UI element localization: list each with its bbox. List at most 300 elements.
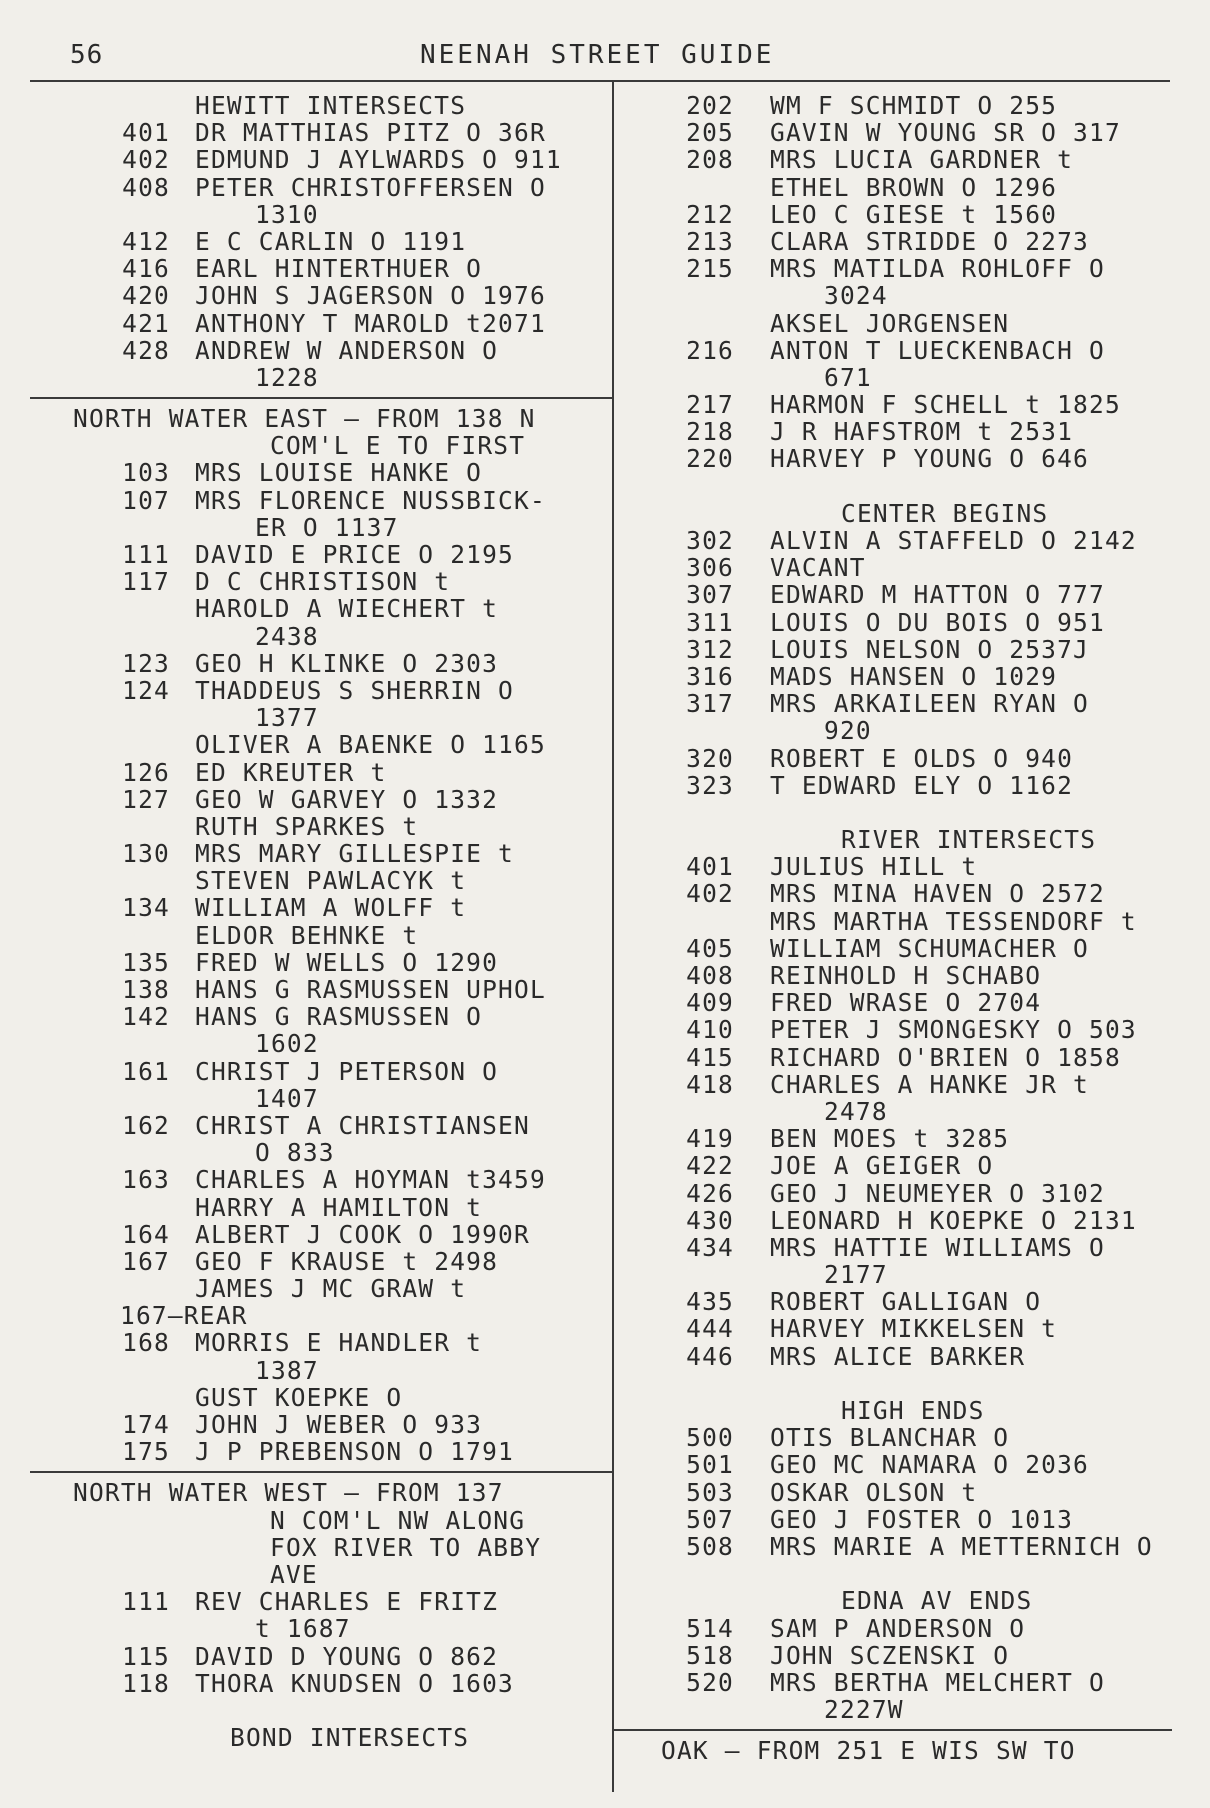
directory-entry bbox=[628, 1533, 1198, 1560]
directory-entry bbox=[40, 813, 610, 840]
house-number: 401 bbox=[122, 118, 170, 148]
entry-text: HARMON F SCHELL t 1825 bbox=[770, 390, 1121, 420]
entry-text: OLIVER A BAENKE O 1165 bbox=[195, 730, 546, 760]
directory-entry bbox=[628, 772, 1198, 799]
entry-continuation bbox=[40, 364, 610, 391]
directory-entry bbox=[40, 282, 610, 309]
entry-text: PETER CHRISTOFFERSEN O bbox=[195, 172, 546, 202]
entry-text: D C CHRISTISON t bbox=[195, 567, 451, 597]
house-number: 163 bbox=[122, 1165, 170, 1195]
entry-text: HAROLD A WIECHERT t bbox=[195, 594, 499, 624]
entry-text: EDMUND J AYLWARDS O 911 bbox=[195, 145, 562, 175]
house-number: 408 bbox=[686, 961, 734, 990]
house-number: 118 bbox=[122, 1668, 170, 1698]
directory-entry bbox=[40, 677, 610, 704]
directory-entry bbox=[628, 609, 1198, 636]
entry-text: SAM P ANDERSON O bbox=[770, 1613, 1026, 1643]
directory-entry bbox=[40, 1384, 610, 1411]
house-number: 205 bbox=[686, 118, 734, 148]
street-heading-continuation bbox=[40, 1534, 610, 1561]
directory-entry bbox=[40, 867, 610, 894]
section-rule-line bbox=[30, 1471, 612, 1473]
directory-entry bbox=[628, 1288, 1198, 1315]
directory-entry bbox=[628, 1125, 1198, 1152]
entry-text: HARVEY P YOUNG O 646 bbox=[770, 444, 1090, 474]
house-number: 434 bbox=[686, 1232, 734, 1262]
entry-text: REV CHARLES E FRITZ bbox=[195, 1587, 499, 1617]
directory-entry bbox=[628, 201, 1198, 228]
entry-text: OSKAR OLSON t bbox=[770, 1477, 978, 1507]
entry-text: RIVER INTERSECTS bbox=[841, 825, 1097, 855]
directory-entry bbox=[40, 894, 610, 921]
entry-text: GEO F KRAUSE t 2498 bbox=[195, 1246, 499, 1276]
directory-entry bbox=[628, 119, 1198, 146]
entry-text: GUST KOEPKE O bbox=[195, 1382, 403, 1412]
directory-entry bbox=[628, 1016, 1198, 1043]
entry-text: ROBERT GALLIGAN O bbox=[770, 1287, 1042, 1317]
spacer bbox=[628, 1370, 1198, 1397]
entry-text: FOX RIVER TO ABBY bbox=[270, 1532, 542, 1562]
directory-entry bbox=[628, 1152, 1198, 1179]
house-number: 518 bbox=[686, 1640, 734, 1670]
directory-entry bbox=[628, 1451, 1198, 1478]
directory-entry bbox=[40, 759, 610, 786]
entry-text: JOHN J WEBER O 933 bbox=[195, 1410, 483, 1439]
house-number: 107 bbox=[122, 485, 170, 515]
house-number: 408 bbox=[122, 172, 170, 202]
intersection-heading bbox=[628, 1397, 1198, 1424]
house-number: 501 bbox=[686, 1450, 734, 1480]
intersection-heading bbox=[628, 1587, 1198, 1614]
directory-entry bbox=[628, 663, 1198, 690]
directory-entry bbox=[628, 581, 1198, 608]
section-rule bbox=[40, 1465, 610, 1479]
house-number: 323 bbox=[686, 770, 734, 800]
entry-text: MRS MATILDA ROHLOFF O bbox=[770, 254, 1105, 284]
house-number: 507 bbox=[686, 1504, 734, 1534]
house-number: 202 bbox=[686, 91, 734, 120]
directory-entry bbox=[628, 1044, 1198, 1071]
directory-entry bbox=[40, 840, 610, 867]
directory-entry bbox=[628, 1071, 1198, 1098]
house-number: 402 bbox=[686, 879, 734, 909]
directory-entry bbox=[628, 391, 1198, 418]
directory-entry bbox=[40, 541, 610, 568]
right-column bbox=[628, 92, 1198, 1764]
entry-text: JAMES J MC GRAW t bbox=[195, 1274, 467, 1304]
house-number: 130 bbox=[122, 839, 170, 869]
entry-continuation bbox=[40, 1030, 610, 1057]
entry-text: GEO J FOSTER O 1013 bbox=[770, 1504, 1074, 1534]
house-number: 138 bbox=[122, 975, 170, 1004]
entry-text: GAVIN W YOUNG SR O 317 bbox=[770, 118, 1121, 148]
house-number: 421 bbox=[122, 308, 170, 338]
street-heading bbox=[40, 1479, 610, 1506]
entry-continuation bbox=[628, 364, 1198, 391]
house-number: 317 bbox=[686, 689, 734, 719]
directory-entry bbox=[628, 1479, 1198, 1506]
entry-continuation bbox=[628, 1261, 1198, 1288]
directory-entry bbox=[628, 853, 1198, 880]
entry-text: N COM'L NW ALONG bbox=[270, 1505, 526, 1535]
house-number: 168 bbox=[122, 1328, 170, 1358]
directory-entry bbox=[628, 310, 1198, 337]
page-number: 56 bbox=[70, 40, 104, 70]
house-number: 123 bbox=[122, 648, 170, 678]
address-only-entry bbox=[40, 1302, 610, 1329]
entry-text: CHARLES A HANKE JR t bbox=[770, 1069, 1090, 1099]
directory-entry bbox=[40, 1643, 610, 1670]
entry-text: ANTON T LUECKENBACH O bbox=[770, 335, 1105, 365]
entry-text: 671 bbox=[824, 362, 872, 392]
house-number: 124 bbox=[122, 675, 170, 705]
header-rule bbox=[30, 80, 1170, 82]
house-number: 208 bbox=[686, 145, 734, 175]
entry-text: RUTH SPARKES t bbox=[195, 811, 419, 841]
directory-entry bbox=[628, 1343, 1198, 1370]
directory-entry bbox=[628, 527, 1198, 554]
entry-text: CENTER BEGINS bbox=[841, 498, 1049, 528]
entry-text: 1377 bbox=[255, 703, 319, 733]
entry-text: LOUIS O DU BOIS O 951 bbox=[770, 607, 1105, 637]
directory-entry bbox=[40, 119, 610, 146]
entry-text: GEO J NEUMEYER O 3102 bbox=[770, 1178, 1105, 1208]
intersection-heading bbox=[40, 92, 610, 119]
entry-text: ELDOR BEHNKE t bbox=[195, 920, 419, 950]
entry-text: 2478 bbox=[824, 1096, 888, 1126]
directory-entry bbox=[40, 1112, 610, 1139]
house-number: 420 bbox=[122, 281, 170, 311]
house-number: 167 bbox=[122, 1246, 170, 1276]
directory-entry bbox=[40, 487, 610, 514]
entry-text: T EDWARD ELY O 1162 bbox=[770, 770, 1074, 800]
house-number: 500 bbox=[686, 1423, 734, 1453]
directory-entry bbox=[628, 228, 1198, 255]
directory-entry bbox=[628, 146, 1198, 173]
directory-entry bbox=[40, 1194, 610, 1221]
entry-text: RICHARD O'BRIEN O 1858 bbox=[770, 1042, 1121, 1072]
directory-entry bbox=[628, 1315, 1198, 1342]
street-heading-continuation bbox=[40, 1507, 610, 1534]
entry-text: 3024 bbox=[824, 281, 888, 311]
entry-continuation bbox=[628, 1696, 1198, 1723]
house-number: 167—REAR bbox=[120, 1301, 248, 1331]
directory-entry bbox=[628, 880, 1198, 907]
entry-text: WILLIAM A WOLFF t bbox=[195, 893, 467, 923]
house-number: 446 bbox=[686, 1341, 734, 1371]
entry-text: PETER J SMONGESKY O 503 bbox=[770, 1015, 1137, 1045]
directory-entry bbox=[628, 445, 1198, 472]
house-number: 428 bbox=[122, 335, 170, 365]
directory-entry bbox=[40, 1670, 610, 1697]
entry-text: NORTH WATER WEST — FROM 137 bbox=[73, 1478, 504, 1508]
entry-text: 2438 bbox=[255, 621, 319, 651]
house-number: 307 bbox=[686, 580, 734, 610]
entry-text: MRS ALICE BARKER bbox=[770, 1341, 1026, 1371]
directory-entry bbox=[40, 1411, 610, 1438]
directory-entry bbox=[40, 1329, 610, 1356]
entry-text: BOND INTERSECTS bbox=[230, 1723, 470, 1753]
house-number: 175 bbox=[122, 1437, 170, 1467]
house-number: 444 bbox=[686, 1314, 734, 1344]
house-number: 514 bbox=[686, 1613, 734, 1643]
section-rule bbox=[40, 391, 610, 405]
entry-text: HARVEY MIKKELSEN t bbox=[770, 1314, 1058, 1344]
directory-entry bbox=[40, 310, 610, 337]
entry-text: REINHOLD H SCHABO bbox=[770, 961, 1042, 990]
directory-entry bbox=[628, 418, 1198, 445]
directory-entry bbox=[40, 949, 610, 976]
entry-text: HIGH ENDS bbox=[841, 1396, 985, 1425]
entry-text: MRS MARTHA TESSENDORF t bbox=[770, 906, 1137, 936]
house-number: 415 bbox=[686, 1042, 734, 1072]
entry-text: DAVID D YOUNG O 862 bbox=[195, 1641, 499, 1671]
entry-text: MRS BERTHA MELCHERT O bbox=[770, 1667, 1105, 1697]
entry-text: 1387 bbox=[255, 1355, 319, 1385]
entry-text: CHARLES A HOYMAN t3459 bbox=[195, 1165, 546, 1195]
entry-text: 2177 bbox=[824, 1260, 888, 1290]
entry-text: EARL HINTERTHUER O bbox=[195, 254, 483, 284]
directory-entry bbox=[40, 1221, 610, 1248]
house-number: 218 bbox=[686, 417, 734, 447]
entry-continuation bbox=[40, 1357, 610, 1384]
entry-text: MRS MARY GILLESPIE t bbox=[195, 839, 515, 869]
entry-text: NORTH WATER EAST — FROM 138 N bbox=[73, 404, 536, 434]
spacer bbox=[628, 799, 1198, 826]
entry-continuation bbox=[628, 282, 1198, 309]
entry-text: HARRY A HAMILTON t bbox=[195, 1192, 483, 1222]
section-rule-line bbox=[612, 1729, 1172, 1731]
house-number: 215 bbox=[686, 254, 734, 284]
street-heading-continuation bbox=[40, 1561, 610, 1588]
directory-entry bbox=[40, 595, 610, 622]
house-number: 174 bbox=[122, 1410, 170, 1439]
entry-text: ALVIN A STAFFELD O 2142 bbox=[770, 526, 1137, 555]
house-number: 103 bbox=[122, 458, 170, 488]
entry-text: ALBERT J COOK O 1990R bbox=[195, 1219, 530, 1249]
entry-text: FRED W WELLS O 1290 bbox=[195, 947, 499, 977]
directory-entry bbox=[628, 1506, 1198, 1533]
entry-text: MRS ARKAILEEN RYAN O bbox=[770, 689, 1090, 719]
entry-text: MRS LOUISE HANKE O bbox=[195, 458, 483, 488]
house-number: 401 bbox=[686, 852, 734, 882]
house-number: 405 bbox=[686, 933, 734, 963]
directory-entry bbox=[40, 459, 610, 486]
house-number: 213 bbox=[686, 226, 734, 256]
house-number: 316 bbox=[686, 661, 734, 691]
entry-text: 1407 bbox=[255, 1083, 319, 1113]
house-number: 162 bbox=[122, 1110, 170, 1140]
house-number: 409 bbox=[686, 988, 734, 1018]
intersection-heading bbox=[40, 1724, 610, 1751]
directory-entry bbox=[628, 337, 1198, 364]
house-number: 216 bbox=[686, 335, 734, 365]
house-number: 142 bbox=[122, 1002, 170, 1032]
section-rule-line bbox=[30, 397, 612, 399]
house-number: 520 bbox=[686, 1667, 734, 1697]
directory-entry bbox=[628, 636, 1198, 663]
entry-text: HEWITT INTERSECTS bbox=[195, 91, 467, 120]
entry-text: WILLIAM SCHUMACHER O bbox=[770, 933, 1090, 963]
directory-entry bbox=[628, 908, 1198, 935]
entry-text: 1602 bbox=[255, 1029, 319, 1059]
entry-text: LEONARD H KOEPKE O 2131 bbox=[770, 1205, 1137, 1235]
page-title: NEENAH STREET GUIDE bbox=[420, 40, 775, 70]
directory-entry bbox=[628, 255, 1198, 282]
directory-entry bbox=[40, 174, 610, 201]
directory-entry bbox=[40, 255, 610, 282]
house-number: 503 bbox=[686, 1477, 734, 1507]
directory-entry bbox=[628, 554, 1198, 581]
entry-text: AVE bbox=[270, 1559, 318, 1589]
entry-text: GEO MC NAMARA O 2036 bbox=[770, 1450, 1090, 1480]
directory-entry bbox=[40, 228, 610, 255]
entry-text: AKSEL JORGENSEN bbox=[770, 308, 1010, 338]
street-heading bbox=[40, 405, 610, 432]
entry-text: CHRIST A CHRISTIANSEN bbox=[195, 1110, 530, 1140]
directory-entry bbox=[628, 1180, 1198, 1207]
house-number: 306 bbox=[686, 553, 734, 583]
intersection-heading bbox=[628, 500, 1198, 527]
house-number: 161 bbox=[122, 1056, 170, 1086]
house-number: 302 bbox=[686, 526, 734, 555]
section-rule bbox=[628, 1723, 1198, 1737]
directory-entry bbox=[628, 1669, 1198, 1696]
house-number: 217 bbox=[686, 390, 734, 420]
entry-text: GEO W GARVEY O 1332 bbox=[195, 784, 499, 814]
entry-text: COM'L E TO FIRST bbox=[270, 431, 526, 461]
house-number: 416 bbox=[122, 254, 170, 284]
directory-entry bbox=[40, 922, 610, 949]
entry-text: LOUIS NELSON O 2537J bbox=[770, 634, 1090, 664]
entry-text: O 833 bbox=[255, 1138, 335, 1168]
directory-entry bbox=[628, 1207, 1198, 1234]
entry-text: CHRIST J PETERSON O bbox=[195, 1056, 499, 1086]
entry-text: FRED WRASE O 2704 bbox=[770, 988, 1042, 1018]
house-number: 418 bbox=[686, 1069, 734, 1099]
house-number: 134 bbox=[122, 893, 170, 923]
directory-entry bbox=[40, 1058, 610, 1085]
entry-continuation bbox=[628, 717, 1198, 744]
directory-entry bbox=[628, 745, 1198, 772]
entry-continuation bbox=[40, 514, 610, 541]
entry-text: 920 bbox=[824, 716, 872, 746]
house-number: 115 bbox=[122, 1641, 170, 1671]
entry-text: EDNA AV ENDS bbox=[841, 1586, 1033, 1616]
directory-entry bbox=[628, 174, 1198, 201]
house-number: 419 bbox=[686, 1124, 734, 1154]
page-header bbox=[70, 40, 1170, 76]
directory-entry bbox=[628, 962, 1198, 989]
house-number: 164 bbox=[122, 1219, 170, 1249]
spacer bbox=[628, 473, 1198, 500]
directory-entry bbox=[628, 989, 1198, 1016]
directory-entry bbox=[628, 1234, 1198, 1261]
directory-entry bbox=[40, 786, 610, 813]
house-number: 117 bbox=[122, 567, 170, 597]
directory-entry bbox=[628, 935, 1198, 962]
street-heading bbox=[628, 1737, 1198, 1764]
house-number: 410 bbox=[686, 1015, 734, 1045]
left-column bbox=[40, 92, 610, 1751]
entry-text: 1310 bbox=[255, 199, 319, 229]
entry-continuation bbox=[40, 1615, 610, 1642]
entry-text: LEO C GIESE t 1560 bbox=[770, 199, 1058, 229]
directory-entry bbox=[40, 568, 610, 595]
entry-text: ROBERT E OLDS O 940 bbox=[770, 743, 1074, 773]
entry-text: J R HAFSTROM t 2531 bbox=[770, 417, 1074, 447]
entry-continuation bbox=[40, 1139, 610, 1166]
house-number: 508 bbox=[686, 1531, 734, 1561]
entry-text: ANTHONY T MAROLD t2071 bbox=[195, 308, 546, 338]
directory-entry bbox=[628, 92, 1198, 119]
entry-text: MORRIS E HANDLER t bbox=[195, 1328, 483, 1358]
entry-text: JOE A GEIGER O bbox=[770, 1151, 994, 1181]
entry-text: JULIUS HILL t bbox=[770, 852, 978, 882]
entry-text: THORA KNUDSEN O 1603 bbox=[195, 1668, 515, 1698]
house-number: 430 bbox=[686, 1205, 734, 1235]
house-number: 402 bbox=[122, 145, 170, 175]
entry-text: ER O 1137 bbox=[255, 512, 399, 542]
house-number: 320 bbox=[686, 743, 734, 773]
entry-text: THADDEUS S SHERRIN O bbox=[195, 675, 515, 705]
directory-entry bbox=[40, 1248, 610, 1275]
entry-text: OTIS BLANCHAR O bbox=[770, 1423, 1010, 1453]
entry-text: 1228 bbox=[255, 362, 319, 392]
entry-text: JOHN SCZENSKI O bbox=[770, 1640, 1010, 1670]
house-number: 127 bbox=[122, 784, 170, 814]
directory-entry bbox=[40, 731, 610, 758]
entry-text: MRS MARIE A METTERNICH O bbox=[770, 1531, 1153, 1561]
directory-entry bbox=[40, 1275, 610, 1302]
directory-entry bbox=[628, 690, 1198, 717]
entry-text: t 1687 bbox=[255, 1614, 351, 1644]
house-number: 426 bbox=[686, 1178, 734, 1208]
intersection-heading bbox=[628, 826, 1198, 853]
entry-text: ANDREW W ANDERSON O bbox=[195, 335, 499, 365]
entry-text: MRS FLORENCE NUSSBICK- bbox=[195, 485, 546, 515]
entry-text: MADS HANSEN O 1029 bbox=[770, 661, 1058, 691]
spacer bbox=[40, 1697, 610, 1724]
directory-entry bbox=[40, 1166, 610, 1193]
entry-text: HANS G RASMUSSEN UPHOL bbox=[195, 975, 546, 1004]
street-heading-continuation bbox=[40, 432, 610, 459]
directory-entry bbox=[40, 1438, 610, 1465]
entry-text: 2227W bbox=[824, 1695, 904, 1725]
entry-text: OAK — FROM 251 E WIS SW TO bbox=[661, 1736, 1076, 1766]
house-number: 126 bbox=[122, 757, 170, 787]
entry-continuation bbox=[40, 1085, 610, 1112]
directory-entry bbox=[628, 1615, 1198, 1642]
house-number: 220 bbox=[686, 444, 734, 474]
entry-continuation bbox=[40, 704, 610, 731]
entry-text: EDWARD M HATTON O 777 bbox=[770, 580, 1105, 610]
entry-text: J P PREBENSON O 1791 bbox=[195, 1437, 515, 1467]
house-number: 312 bbox=[686, 634, 734, 664]
entry-text: WM F SCHMIDT O 255 bbox=[770, 91, 1058, 120]
directory-entry bbox=[628, 1424, 1198, 1451]
house-number: 111 bbox=[122, 1587, 170, 1617]
entry-text: ETHEL BROWN O 1296 bbox=[770, 172, 1058, 202]
entry-continuation bbox=[40, 623, 610, 650]
house-number: 435 bbox=[686, 1287, 734, 1317]
entry-text: ED KREUTER t bbox=[195, 757, 387, 787]
directory-entry bbox=[40, 650, 610, 677]
house-number: 135 bbox=[122, 947, 170, 977]
directory-entry bbox=[40, 976, 610, 1003]
entry-text: MRS MINA HAVEN O 2572 bbox=[770, 879, 1105, 909]
entry-text: E C CARLIN O 1191 bbox=[195, 226, 467, 256]
